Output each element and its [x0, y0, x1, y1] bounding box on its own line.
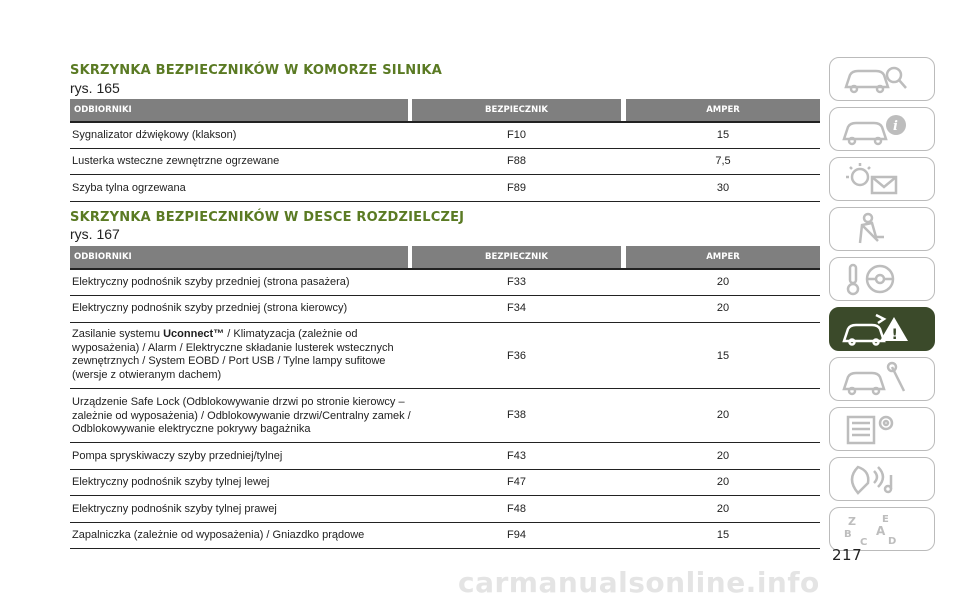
table-row-fuse: F43 — [507, 450, 526, 462]
header-receivers: ODBIORNIKI — [70, 246, 408, 268]
tab-seat-safety[interactable] — [829, 207, 935, 251]
table-row-desc: Urządzenie Safe Lock (Odblokowywanie drzwi po stronie kierowcy – zależnie od wyposażenia) / Odblokowywanie drzwi/Centralny zamek / Odblokowywanie elektryczne pokrywy bagażnika — [72, 396, 411, 435]
index-letters-icon — [838, 511, 928, 547]
row-divider — [70, 388, 820, 389]
section2-title: SKRZYNKA BEZPIECZNIKÓW W DESCE ROZDZIELCZEJ — [70, 210, 465, 225]
letter-e: E — [882, 514, 889, 525]
row-divider — [70, 148, 820, 149]
svg-text:!: ! — [891, 327, 898, 343]
table-row-desc: Elektryczny podnośnik szyby przedniej (strona pasażera) — [72, 276, 350, 288]
car-emergency-icon — [838, 311, 928, 347]
table-row-amp: 20 — [716, 450, 730, 462]
tab-steering-key[interactable] — [829, 257, 935, 301]
table-row-fuse: F94 — [507, 529, 526, 541]
section1-figure-ref: rys. 165 — [70, 80, 120, 96]
tab-multimedia[interactable] — [829, 457, 935, 501]
letter-z: Z — [848, 515, 856, 528]
page-number: 217 — [832, 546, 863, 564]
letter-b: B — [844, 529, 852, 540]
table-row-amp: 20 — [716, 476, 730, 488]
watermark: carmanualsonline.info — [458, 566, 820, 599]
table-row-fuse: F38 — [507, 409, 526, 421]
table-row-fuse: F47 — [507, 476, 526, 488]
row-divider — [70, 295, 820, 296]
table-row-amp: 20 — [716, 276, 730, 288]
table-row-amp: 20 — [716, 302, 730, 314]
svg-text:i: i — [893, 119, 898, 134]
row-divider — [70, 522, 820, 523]
tab-warning-lights[interactable] — [829, 157, 935, 201]
row-divider — [70, 442, 820, 443]
row-divider — [70, 548, 820, 549]
desc-text: wyposażenia) / Alarm / Elektryczne składanie lusterek wstecznych zewnętrznych / System EOBD / Port USB / Tylne lampy sufitowe (wersje z otwieranym dachem) — [72, 341, 394, 381]
table-row-amp: 15 — [716, 350, 730, 362]
section1-table-header — [70, 99, 820, 121]
car-search-icon — [838, 61, 928, 97]
table-row-amp: 20 — [716, 409, 730, 421]
multimedia-icon — [838, 461, 928, 497]
header-receivers: ODBIORNIKI — [70, 99, 408, 121]
row-divider — [70, 469, 820, 470]
section1-title: SKRZYNKA BEZPIECZNIKÓW W KOMORZE SILNIKA — [70, 63, 442, 78]
header-rule — [70, 268, 820, 270]
table-row-desc: Pompa spryskiwaczy szyby przedniej/tylnej — [72, 450, 283, 462]
header-fuse: BEZPIECZNIK — [412, 246, 621, 268]
table-row-fuse: F34 — [507, 302, 526, 314]
table-row-fuse: F10 — [507, 129, 526, 141]
specs-gear-icon — [838, 411, 928, 447]
tab-car-info[interactable] — [829, 107, 935, 151]
table-row-desc: Zapalniczka (zależnie od wyposażenia) / Gniazdko prądowe — [72, 529, 365, 541]
car-maintenance-icon — [838, 361, 928, 397]
table-row-desc: Elektryczny podnośnik szyby przedniej (strona kierowcy) — [72, 302, 348, 314]
row-divider — [70, 322, 820, 323]
header-amper: AMPER — [626, 246, 820, 268]
table-row-amp: 15 — [716, 529, 730, 541]
tab-index[interactable] — [829, 507, 935, 551]
table-row-desc: Szyba tylna ogrzewana — [72, 182, 186, 194]
section2-table-header — [70, 246, 820, 268]
tab-car-maintenance[interactable] — [829, 357, 935, 401]
letter-c: C — [860, 537, 868, 547]
warning-lights-icon — [838, 161, 928, 197]
row-divider — [70, 174, 820, 175]
letter-d: D — [888, 536, 897, 547]
seat-safety-icon — [838, 211, 928, 247]
table-row-fuse: F48 — [507, 503, 526, 515]
steering-key-icon — [838, 261, 928, 297]
table-row-desc: Sygnalizator dźwiękowy (klakson) — [72, 129, 237, 141]
table-row-amp: 7,5 — [715, 155, 731, 167]
tab-car-emergency[interactable] — [829, 307, 935, 351]
header-fuse: BEZPIECZNIK — [412, 99, 621, 121]
row-divider — [70, 201, 820, 202]
tab-specs[interactable] — [829, 407, 935, 451]
car-info-icon — [838, 111, 928, 147]
header-amper: AMPER — [626, 99, 820, 121]
table-row-fuse: F89 — [507, 182, 526, 194]
table-row-desc: Elektryczny podnośnik szyby tylnej lewej — [72, 476, 270, 488]
table-row-amp: 20 — [716, 503, 730, 515]
tab-car-search[interactable] — [829, 57, 935, 101]
header-rule — [70, 121, 820, 123]
desc-text: Zasilanie systemu — [72, 328, 164, 340]
uconnect-brand: Uconnect™ — [163, 328, 225, 340]
row-divider — [70, 495, 820, 496]
letter-a: A — [876, 524, 886, 538]
table-row-amp: 30 — [716, 182, 730, 194]
table-row-desc: Lusterka wsteczne zewnętrzne ogrzewane — [72, 155, 280, 167]
table-row-desc: Elektryczny podnośnik szyby tylnej prawej — [72, 503, 277, 515]
table-row-fuse: F33 — [507, 276, 526, 288]
table-row-fuse: F88 — [507, 155, 526, 167]
table-row-fuse: F36 — [507, 350, 526, 362]
table-row-amp: 15 — [716, 129, 730, 141]
desc-text: / Klimatyzacja (zależnie od — [224, 328, 358, 340]
section2-figure-ref: rys. 167 — [70, 226, 120, 242]
table-row-desc — [72, 328, 412, 382]
